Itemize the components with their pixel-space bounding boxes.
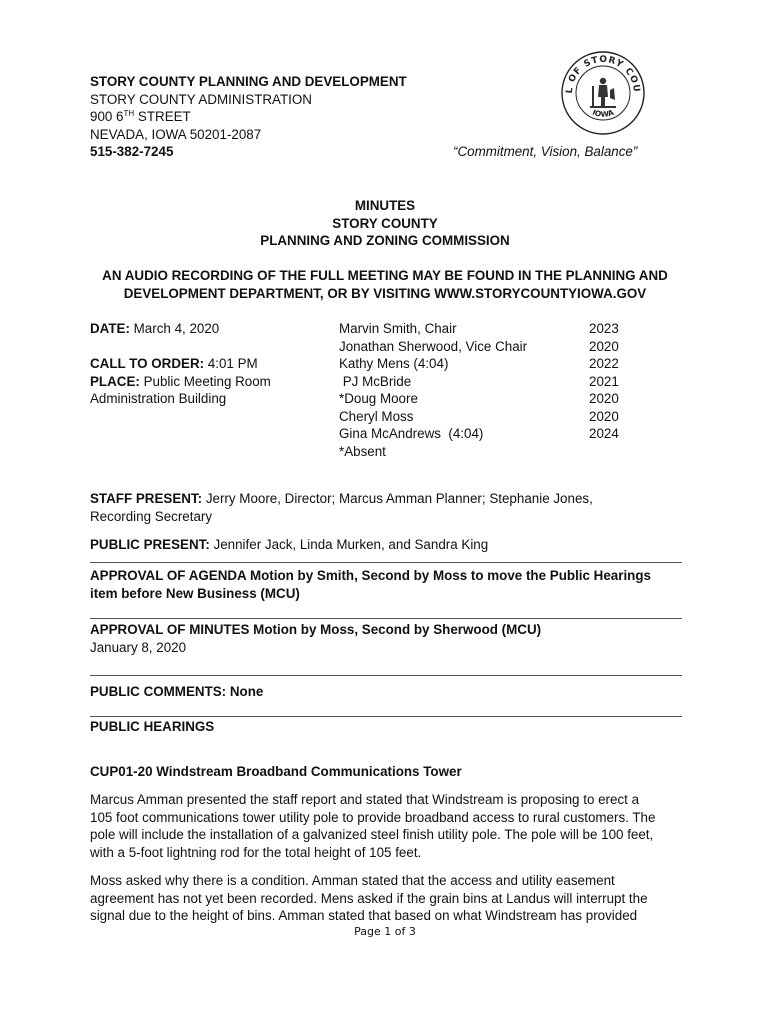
absent-note: *Absent (339, 443, 386, 459)
member-term: 2020 (589, 338, 619, 354)
paragraph-line: with a 5-foot lightning rod for the total height of 105 feet. (90, 844, 422, 860)
seal-graphic (560, 50, 646, 136)
section-divider (90, 562, 682, 563)
member-term: 2021 (589, 373, 619, 389)
paragraph-line: pole will include the installation of a galvanized steel finish utility pole. The pole will be 100 feet, (90, 827, 654, 842)
member-row (339, 390, 619, 408)
staff-present-line-1 (90, 490, 690, 508)
member-row (339, 443, 619, 461)
member-name: Kathy Mens (4:04) (339, 356, 449, 371)
street-suffix: TH (123, 109, 135, 118)
member-row (339, 373, 619, 391)
place-value: Public Meeting Room (139, 373, 271, 389)
cup-paragraph-2 (90, 872, 690, 925)
member-name: PJ McBride (339, 373, 412, 389)
meeting-place (90, 373, 271, 391)
public-comments (90, 683, 690, 701)
cup-heading-text: CUP01-20 Windstream Broadband Communications Tower (90, 764, 462, 779)
member-term: 2020 (589, 408, 619, 424)
public-present-label: PUBLIC PRESENT: (90, 537, 210, 552)
member-term: 2022 (589, 356, 619, 371)
member-row (339, 320, 619, 338)
approval-of-minutes (90, 621, 690, 656)
minutes-date: January 8, 2020 (90, 639, 187, 655)
section-divider (90, 675, 682, 676)
place-label: PLACE: (90, 373, 140, 389)
member-name: *Doug Moore (339, 391, 418, 406)
cup-paragraph-1 (90, 791, 690, 861)
member-name: Cheryl Moss (339, 408, 414, 424)
meeting-date (90, 320, 271, 338)
cup-heading (90, 763, 690, 781)
seal-figure-icon (590, 78, 616, 108)
approval-of-agenda (90, 567, 690, 602)
letterhead (90, 73, 407, 161)
date-label: DATE: (90, 321, 130, 336)
member-name: Marvin Smith, Chair (339, 321, 457, 336)
county-seal (560, 50, 646, 136)
org-name: STORY COUNTY PLANNING AND DEVELOPMENT (90, 74, 407, 89)
audio-notice-line-1: AN AUDIO RECORDING OF THE FULL MEETING MAY BE FOUND IN THE PLANNING AND (102, 268, 668, 283)
member-term: 2020 (589, 391, 619, 406)
staff-present-line-2: Recording Secretary (90, 508, 213, 524)
title-minutes: MINUTES (354, 198, 416, 213)
audio-notice (0, 267, 770, 302)
member-row (339, 425, 619, 443)
staff-names: Jerry Moore, Director; Marcus Amman Planner; Stephanie Jones, (202, 491, 593, 506)
org-phone: 515-382-7245 (90, 144, 174, 159)
paragraph-line: signal due to the height of bins. Amman stated that based on what Windstream has provided (90, 908, 638, 923)
paragraph-line: agreement has not yet been recorded. Mens asked if the grain bins at Landus will interrupt the (90, 890, 648, 906)
staff-present (90, 490, 690, 525)
audio-notice-line-2: DEVELOPMENT DEPARTMENT, OR BY VISITING WWW.STORYCOUNTYIOWA.GOV (123, 285, 647, 301)
public-comments-text: PUBLIC COMMENTS: None (90, 684, 264, 699)
paragraph-line: Marcus Amman presented the staff report and stated that Windstream is proposing to erect a (90, 792, 640, 807)
public-hearings-heading (90, 718, 690, 736)
agenda-line-1: APPROVAL OF AGENDA Motion by Smith, Second by Moss to move the Public Hearings (90, 568, 651, 583)
meeting-details (90, 320, 271, 408)
member-name: Jonathan Sherwood, Vice Chair (339, 338, 528, 354)
agenda-line-2: item before New Business (MCU) (90, 585, 300, 601)
call-value: 4:01 PM (204, 356, 258, 371)
seal-ring-text: L OF STORY COU (564, 54, 642, 94)
member-term: 2023 (589, 321, 619, 336)
members-list (339, 320, 619, 460)
street-name: STREET (134, 109, 191, 124)
title-county: STORY COUNTY (332, 215, 438, 231)
member-term: 2024 (589, 426, 619, 441)
paragraph-line: Moss asked why there is a condition. Amman stated that the access and utility easement (90, 873, 615, 888)
meeting-building: Administration Building (90, 391, 227, 406)
section-divider (90, 716, 682, 717)
member-name: Gina McAndrews (4:04) (339, 426, 484, 441)
public-hearings-text: PUBLIC HEARINGS (90, 719, 215, 734)
member-row (339, 355, 619, 373)
org-admin: STORY COUNTY ADMINISTRATION (90, 91, 312, 107)
meeting-call-to-order (90, 355, 271, 373)
member-row (339, 408, 619, 426)
call-label: CALL TO ORDER: (90, 356, 205, 371)
document-title (0, 197, 770, 250)
paragraph-line: 105 foot communications tower utility pole to provide broadband access to rural customers. The (90, 809, 656, 825)
title-commission: PLANNING AND ZONING COMMISSION (260, 233, 510, 248)
date-value: March 4, 2020 (129, 321, 220, 336)
seal-state-text: IOWA (591, 107, 615, 119)
public-present (90, 536, 690, 554)
staff-label: STAFF PRESENT: (90, 491, 203, 506)
org-street (90, 108, 407, 126)
org-city: NEVADA, IOWA 50201-2087 (90, 126, 262, 142)
page-number: Page 1 of 3 (354, 925, 416, 938)
motto: “Commitment, Vision, Balance” (453, 144, 638, 159)
member-row (339, 338, 619, 356)
public-present-line (90, 536, 690, 554)
section-divider (90, 618, 682, 619)
street-number: 900 6 (90, 109, 124, 124)
public-present-names: Jennifer Jack, Linda Murken, and Sandra King (209, 537, 489, 552)
minutes-motion: APPROVAL OF MINUTES Motion by Moss, Second by Sherwood (MCU) (90, 622, 542, 637)
